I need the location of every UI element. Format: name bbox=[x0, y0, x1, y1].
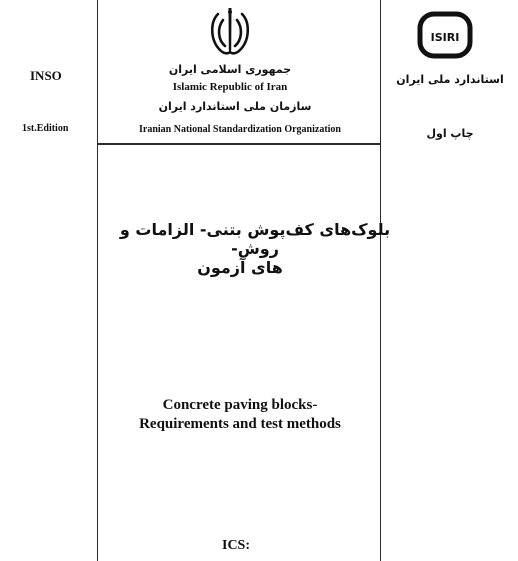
edition-fa: چاپ اول bbox=[426, 127, 474, 140]
inso-code: INSO bbox=[30, 68, 62, 83]
header-rule bbox=[98, 143, 381, 145]
left-column-divider bbox=[97, 0, 98, 561]
isiri-logo-text: ISIRI bbox=[430, 31, 460, 44]
country-name-en: Islamic Republic of Iran bbox=[172, 81, 288, 93]
org-name-en: Iranian National Standardization Organization bbox=[139, 124, 341, 135]
iran-emblem-icon bbox=[208, 6, 252, 58]
org-name-fa: سازمان ملی استاندارد ایران bbox=[158, 100, 312, 113]
right-column-divider bbox=[380, 0, 381, 561]
title-en-line1: Concrete paving blocks- bbox=[162, 397, 318, 413]
isiri-logo-icon bbox=[416, 10, 474, 60]
country-name-fa: جمهوری اسلامی ایران bbox=[168, 63, 292, 76]
ics-label: ICS: bbox=[222, 538, 251, 553]
edition-en: 1st.Edition bbox=[22, 123, 69, 134]
national-standard-fa: استاندارد ملی ایران bbox=[396, 73, 504, 86]
title-en-line2: Requirements and test methods bbox=[139, 416, 341, 432]
title-fa-line1: بلوک‌های کف‌پوش بتنی- الزامات و روش- bbox=[119, 220, 391, 258]
title-fa-line2: های آزمون bbox=[197, 258, 283, 277]
